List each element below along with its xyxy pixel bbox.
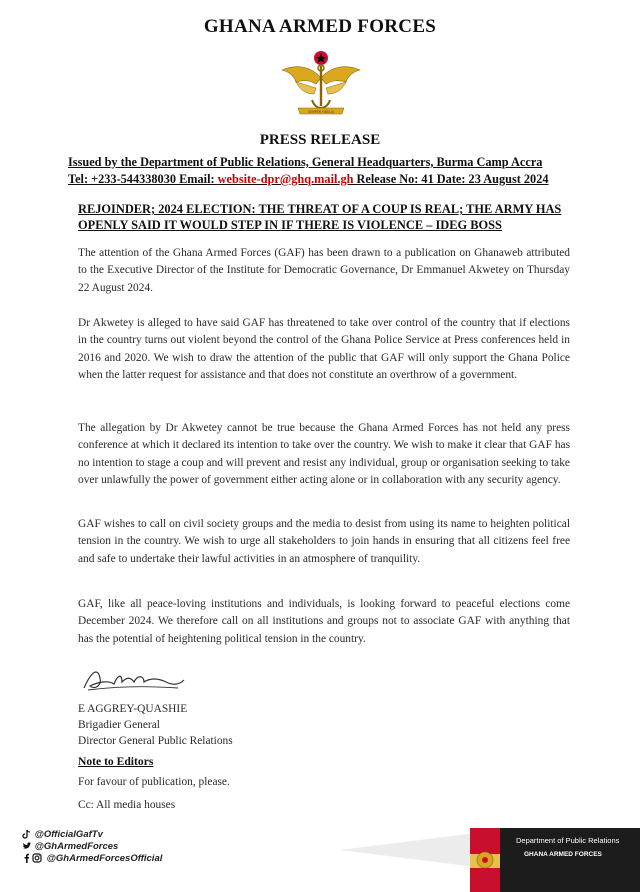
press-release-title: PRESS RELEASE bbox=[259, 132, 381, 148]
social-tiktok[interactable] bbox=[22, 829, 103, 840]
notes-line-2: Cc: All media houses bbox=[78, 799, 176, 811]
body-paragraph-1: The attention of the Ghana Armed Forces (GAF) has been drawn to a publication on Ghanaweb attributed to the Executive Director of the Institute for Democratic Governance, Dr Emmanuel Akwetey on Thursday 22 August 2024. bbox=[78, 247, 570, 294]
headline: REJOINDER; 2024 ELECTION: THE THREAT OF A COUP IS REAL; THE ARMY HAS OPENLY SAID IT WOULD STEP IN IF THERE IS VIOLENCE – IDEG BOSS bbox=[78, 202, 562, 232]
twitter-icon bbox=[22, 841, 32, 851]
footer-dept-label: Department of Public Relations bbox=[516, 836, 620, 845]
email-link[interactable]: website-dpr@ghq.mail.gh bbox=[217, 172, 354, 186]
notes-line-1: For favour of publication, please. bbox=[78, 776, 230, 788]
body-paragraph-3: The allegation by Dr Akwetey cannot be true because the Ghana Armed Forces has not held any press conference at which it declared its intention to take over the country. We wish to make it clear that GAF has no intention to stage a coup and will prevent and resist any individual, group or organisation seeking to take over unlawfully the power of government either acting alone or in collaboration with any security agency. bbox=[78, 422, 570, 486]
social-handle-twitter: @GhArmedForces bbox=[34, 841, 119, 852]
tiktok-icon bbox=[22, 829, 32, 839]
crest-motto: SEMPER FIDELIS bbox=[308, 109, 334, 114]
footer-org-label: GHANA ARMED FORCES bbox=[524, 851, 602, 858]
signatory-rank: Brigadier General bbox=[78, 719, 160, 731]
social-handle-tiktok: @OfficialGafTv bbox=[34, 829, 103, 840]
signatory-title: Director General Public Relations bbox=[78, 735, 233, 747]
facebook-instagram-icon bbox=[22, 853, 44, 863]
body-paragraph-4: GAF wishes to call on civil society groups and the media to desist from using its name to heighten political tension in the country. We wish to urge all stakeholders to join hands in ensuring that all citizens feel free and safe to undertake their lawful activities in an atmosphere of tranquility. bbox=[78, 518, 570, 565]
notes-heading: Note to Editors bbox=[78, 755, 154, 768]
body-paragraph-2: Dr Akwetey is alleged to have said GAF has threatened to take over control of the country that if elections in the country turns out violent beyond the control of the Ghana Police Service at Press conferences held in 2016 and 2020. We wish to draw the attention of the public that GAF will only support the Ghana Police when the latter request for assistance and that does not constitute an overthrow of a government. bbox=[78, 317, 570, 381]
release-info: Release No: 41 Date: 23 August 2024 bbox=[353, 172, 549, 186]
signature-image bbox=[78, 660, 188, 698]
page-title: GHANA ARMED FORCES bbox=[203, 16, 437, 37]
social-facebook-instagram[interactable] bbox=[22, 853, 162, 864]
signatory-name: E AGGREY-QUASHIE bbox=[78, 703, 188, 715]
social-twitter[interactable] bbox=[22, 841, 118, 852]
tel-label: Tel: +233-544338030 Email: bbox=[68, 172, 218, 186]
ghana-armed-forces-crest-logo bbox=[276, 48, 366, 124]
issued-by-line: Issued by the Department of Public Relations, General Headquarters, Burma Camp Accra bbox=[68, 155, 543, 169]
social-handle-facebook-instagram: @GhArmedForcesOfficial bbox=[46, 853, 163, 864]
contact-line bbox=[68, 172, 572, 187]
body-paragraph-5: GAF, like all peace-loving institutions and individuals, is looking forward to peaceful elections come December 2024. We therefore call on all institutions and groups not to associate GAF with anything that has the potential of heightening political tension in the country. bbox=[78, 598, 570, 645]
